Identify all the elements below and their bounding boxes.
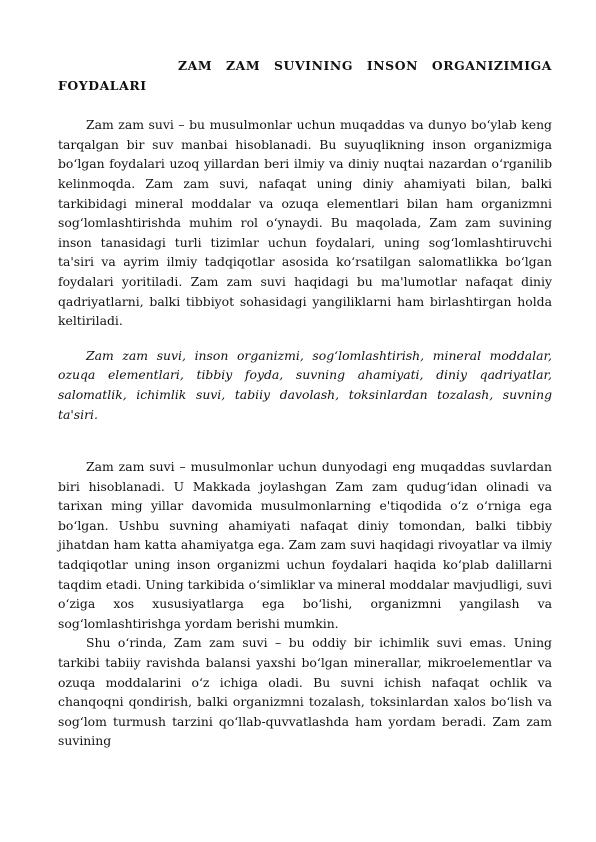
document-page xyxy=(58,56,552,751)
document-title: ZAM ZAM SUVINING INSON ORGANIZIMIGA FOYDALARI xyxy=(58,58,552,93)
body-paragraph: Zam zam suvi – musulmonlar uchun dunyodagi eng muqaddas suvlardan biri hisoblanadi. U Makkada joylashgan Zam zam qudug‘idan olinadi va tarixan ming yillar davomida musulmonlarning e'tiqodida o‘z o‘rniga ega bo‘lgan. Ushbu suvning ahamiyati nafaqat diniy tomondan, balki tibbiy jihatdan ham katta ahamiyatga ega. Zam zam suvi haqidagi rivoyatlar va ilmiy tadqiqotlar uning inson organizmi uchun foydalari haqida ko‘plab dalillarni taqdim etadi. Uning tarkibida o‘simliklar va mineral moddalar mavjudligi, suvi o‘ziga xos xususiyatlarga ega bo‘lishi, organizmni yangilash va sog‘lomlashtirishga yordam berishi mumkin. xyxy=(58,459,552,631)
body-paragraph: Shu o‘rinda, Zam zam suvi – bu oddiy bir ichimlik suvi emas. Uning tarkibi tabiiy ravishda balansi yaxshi bo‘lgan minerallar, mikroelementlar va ozuqa moddalarini o‘z ichiga oladi. Bu suvni ichish nafaqat ochlik va chanqoqni qondirish, balki organizmni tozalash, toksinlardan xalos bo‘lish va sog‘lom turmush tarzini qo‘llab-quvvatlashda ham yordam beradi. Zam zam suvining xyxy=(58,635,552,749)
keywords-paragraph: Zam zam suvi, inson organizmi, sog‘lomlashtirish, mineral moddalar, ozuqa elementlari, tibbiy foyda, suvning ahamiyati, diniy qadriyatlar, salomatlik, ichimlik suvi, tabiiy davolash, toksinlardan tozalash, suvning ta'siri. xyxy=(58,347,552,422)
abstract-paragraph: Zam zam suvi – bu musulmonlar uchun muqaddas va dunyo bo‘ylab keng tarqalgan bir suv manbai hisoblanadi. Bu suyuqlikning inson organizmiga bo‘lgan foydalari uzoq yillardan beri ilmiy va diniy nuqtai nazardan o‘rganilib kelinmoqda. Zam zam suvi, nafaqat uning diniy ahamiyati bilan, balki tarkibidagi mineral moddalar va ozuqa elementlari bilan ham organizmni sog‘lomlashtirishda muhim rol o‘ynaydi. Bu maqolada, Zam zam suvining inson tanasidagi turli tizimlar uchun foydalari, uning sog‘lomlashtiruvchi ta'siri va ayrim ilmiy tadqiqotlar asosida ko‘rsatilgan salomatlikka bo‘lgan foydalari yoritiladi. Zam zam suvi haqidagi bu ma'lumotlar nafaqat diniy qadriyatlarni, balki tibbiyot sohasidagi yangiliklarni ham birlashtirgan holda keltiriladi. xyxy=(58,117,552,329)
